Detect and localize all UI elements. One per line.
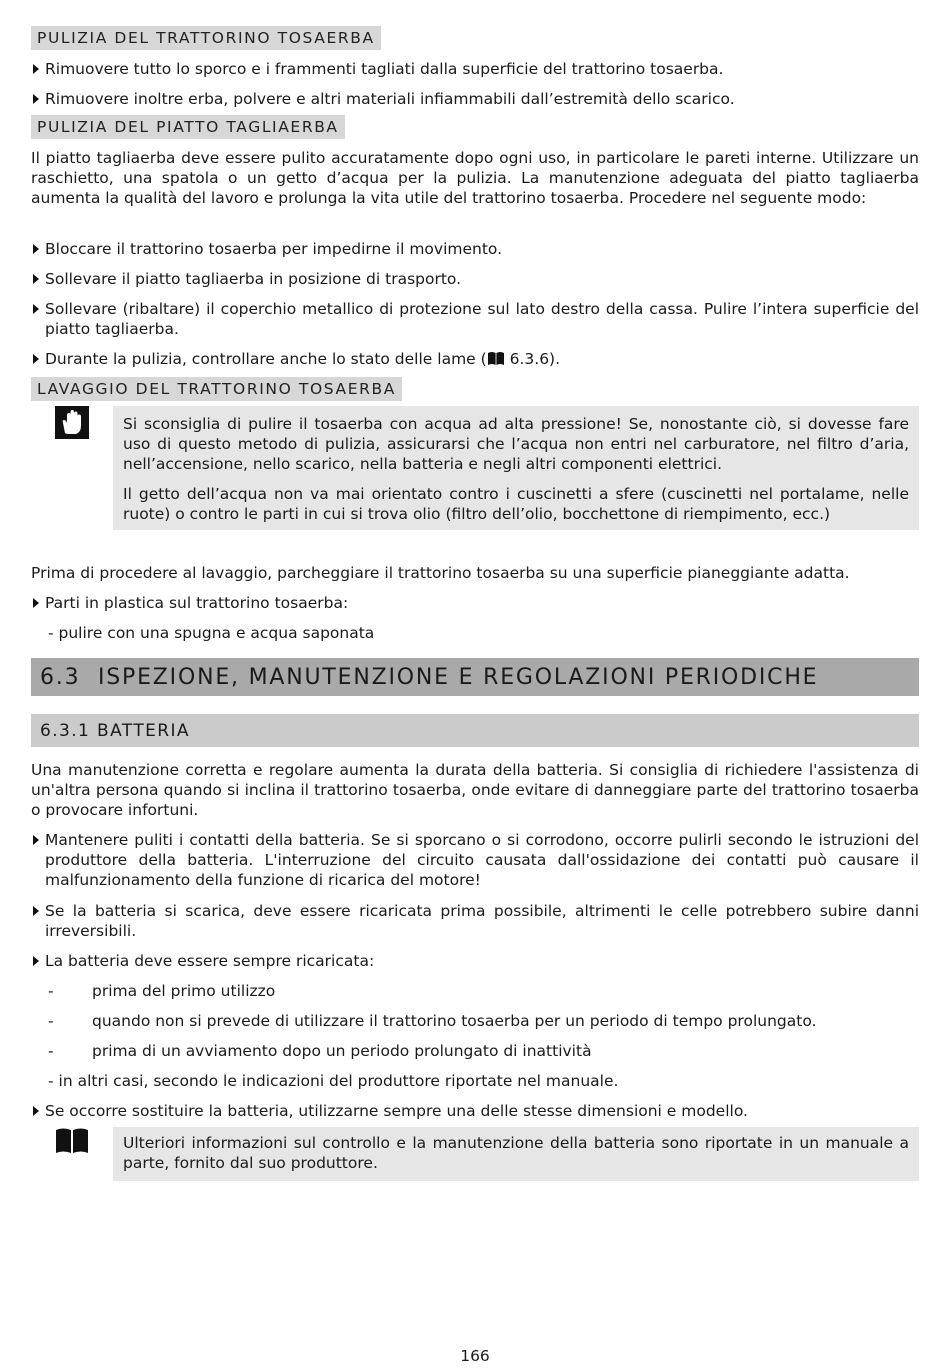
book-icon (55, 1127, 89, 1159)
list-item (31, 1101, 919, 1121)
list-item-text: Mantenere puliti i contatti della batteria. Se si sporcano o si corrodono, occorre pulirli secondo le istruzioni del produttore della batteria. L'interruzione del circuito causata dall'ossidazione dei contatti può causare il malfunzionamento della funzione di ricarica del motore! (45, 831, 919, 889)
list-item-text: La batteria deve essere sempre ricaricata: (45, 952, 375, 970)
list-item (31, 269, 919, 289)
list-item-text-post: 6.3.6). (504, 350, 561, 368)
list-item-text: Se la batteria si scarica, deve essere ricaricata prima possibile, altrimenti le celle potrebbero subire danni irreversibili. (45, 902, 919, 940)
list-item (31, 901, 919, 941)
warning-text: Il getto dell’acqua non va mai orientato contro i cuscinetti a sfere (cuscinetti nel portalame, nelle ruote) o contro le parti in cui si trova olio (filtro dell’olio, bocchettone di riempimento, ecc.) (123, 485, 909, 523)
dash-item-text: quando non si prevede di utilizzare il trattorino tosaerba per un periodo di tempo prolungato. (92, 1012, 817, 1030)
dash-marker: - (48, 1042, 54, 1060)
dash-item: - pulire con una spugna e acqua saponata (48, 624, 375, 642)
stop-hand-icon (55, 406, 89, 444)
list-item-text: Bloccare il trattorino tosaerba per impedirne il movimento. (45, 240, 503, 258)
list-item (31, 59, 919, 79)
subsection-header-batteria: 6.3.1 BATTERIA (31, 714, 919, 747)
list-item (31, 239, 919, 259)
list-item (31, 593, 919, 613)
paragraph: Prima di procedere al lavaggio, parcheggiare il trattorino tosaerba su una superficie pianeggiante adatta. (31, 564, 850, 582)
list-item (31, 830, 919, 890)
bullet-arrow-icon (33, 1106, 39, 1116)
list-item-text-pre: Durante la pulizia, controllare anche lo stato delle lame ( (45, 350, 487, 368)
list-item-text (45, 349, 919, 369)
list-item-text: Rimuovere inoltre erba, polvere e altri materiali infiammabili dall’estremità dello scarico. (45, 90, 735, 108)
bullet-arrow-icon (33, 304, 39, 314)
bullet-arrow-icon (33, 835, 39, 845)
section-header-pulizia-trattorino: PULIZIA DEL TRATTORINO TOSAERBA (31, 26, 381, 50)
bullet-arrow-icon (33, 354, 39, 364)
dash-item (48, 981, 275, 1001)
dash-item (48, 1011, 816, 1031)
bullet-arrow-icon (33, 956, 39, 966)
warning-text: Si sconsiglia di pulire il tosaerba con acqua ad alta pressione! Se, nonostante ciò, si dovesse fare uso di questo metodo di pulizia, assicurarsi che l’acqua non entri nel carburatore, nel filtro d’aria, nell’accensione, nello scarico, nella batteria e negli altri componenti elettrici. (123, 415, 909, 473)
bullet-arrow-icon (33, 598, 39, 608)
bullet-arrow-icon (33, 274, 39, 284)
list-item (31, 299, 919, 339)
chapter-header (31, 658, 919, 696)
info-note-text: Ulteriori informazioni sul controllo e la manutenzione della batteria sono riportate in un manuale a parte, fornito dal suo produttore. (123, 1134, 909, 1172)
list-item-text: Sollevare il piatto tagliaerba in posizione di trasporto. (45, 270, 462, 288)
chapter-header-text: 6.3 ISPEZIONE, MANUTENZIONE E REGOLAZIONI PERIODICHE (40, 665, 819, 690)
section-header-pulizia-piatto: PULIZIA DEL PIATTO TAGLIAERBA (31, 115, 345, 139)
bullet-arrow-icon (33, 64, 39, 74)
paragraph: Il piatto tagliaerba deve essere pulito accuratamente dopo ogni uso, in particolare le pareti interne. Utilizzare un raschietto, una spatola o un getto d’acqua per la pulizia. La manutenzione adeguata del piatto tagliaerba aumenta la qualità del lavoro e prolunga la vita utile del trattorino tosaerba. Procedere nel seguente modo: (31, 149, 919, 207)
list-item (31, 951, 919, 971)
dash-marker: - (48, 982, 54, 1000)
page-number: 166 (460, 1347, 490, 1365)
dash-marker: - (48, 1012, 54, 1030)
list-item-text: Rimuovere tutto lo sporco e i frammenti tagliati dalla superficie del trattorino tosaerba. (45, 60, 724, 78)
paragraph: Una manutenzione corretta e regolare aumenta la durata della batteria. Si consiglia di richiedere l'assistenza di un'altra persona quando si inclina il trattorino tosaerba, onde evitare di danneggiare parte del trattorino tosaerba o provocare infortuni. (31, 761, 919, 819)
bullet-arrow-icon (33, 906, 39, 916)
warning-box (113, 406, 919, 530)
list-item (31, 89, 919, 109)
book-icon (487, 351, 505, 366)
bullet-arrow-icon (33, 94, 39, 104)
dash-item: - in altri casi, secondo le indicazioni del produttore riportate nel manuale. (48, 1072, 619, 1090)
section-header-lavaggio: LAVAGGIO DEL TRATTORINO TOSAERBA (31, 377, 402, 401)
list-item-text: Sollevare (ribaltare) il coperchio metallico di protezione sul lato destro della cassa. Pulire l’intera superficie del piatto tagliaerba. (45, 300, 919, 338)
list-item (31, 349, 919, 369)
list-item-text: Parti in plastica sul trattorino tosaerba: (45, 594, 349, 612)
dash-item-text: prima di un avviamento dopo un periodo prolungato di inattività (92, 1042, 592, 1060)
info-note-box (113, 1127, 919, 1181)
dash-item (48, 1041, 592, 1061)
list-item-text: Se occorre sostituire la batteria, utilizzarne sempre una delle stesse dimensioni e modello. (45, 1102, 748, 1120)
dash-item-text: prima del primo utilizzo (92, 982, 276, 1000)
bullet-arrow-icon (33, 244, 39, 254)
